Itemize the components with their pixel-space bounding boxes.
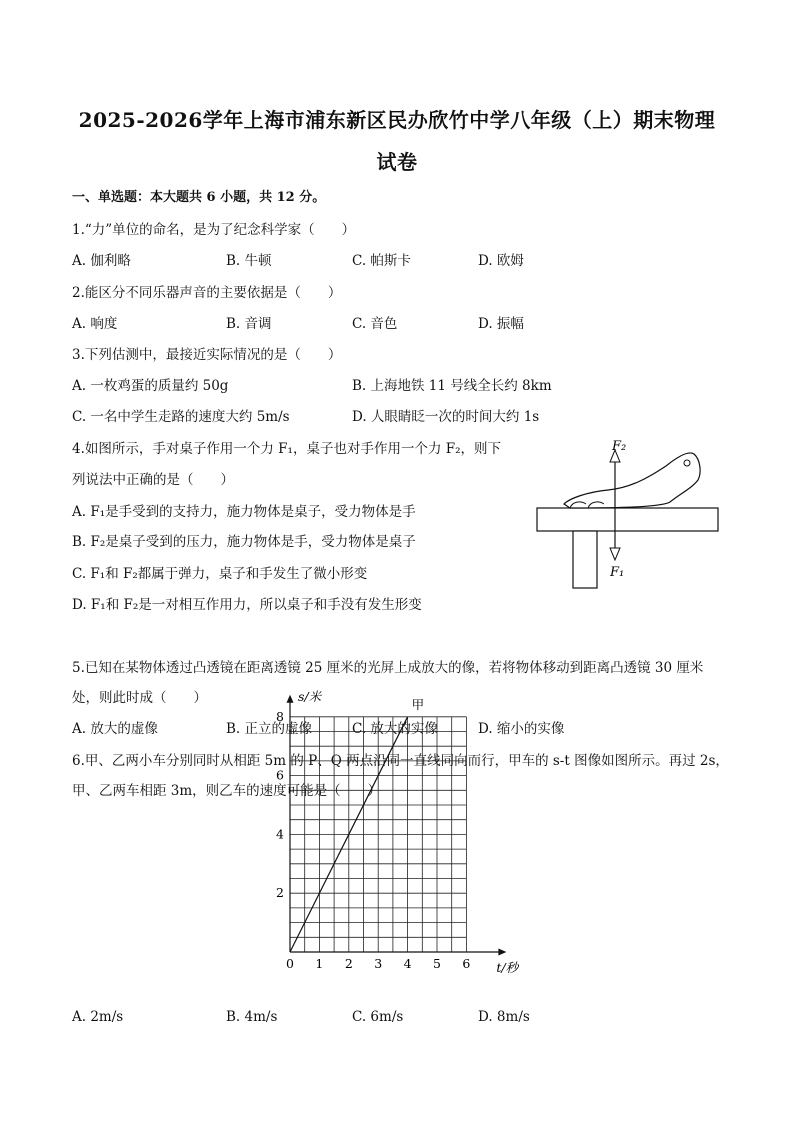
question-3-option-a: A. 一枚鸡蛋的质量约 50g	[72, 378, 229, 394]
hand-drawing	[564, 453, 700, 508]
question-6-option-b: B. 4m/s	[226, 1009, 278, 1025]
question-6-option-d: D. 8m/s	[478, 1009, 530, 1025]
x-axis-label: t/秒	[496, 960, 519, 975]
question-2-stem: 2.能区分不同乐器声音的主要依据是（ ）	[72, 285, 342, 301]
question-6-option-a: A. 2m/s	[72, 1009, 124, 1025]
question-1-option-a: A. 伽利略	[72, 253, 131, 269]
question-5-option-d: D. 缩小的实像	[478, 721, 565, 737]
question-2-option-c: C. 音色	[352, 316, 398, 332]
table-leg	[573, 531, 597, 588]
question-5-option-c: C. 放大的实像	[352, 721, 438, 737]
question-5-option-a: A. 放大的虚像	[72, 721, 158, 737]
question-3-stem: 3.下列估测中，最接近实际情况的是（ ）	[72, 347, 342, 363]
question-3-option-c: C. 一名中学生走路的速度大约 5m/s	[72, 409, 290, 425]
question-4-stem-line1: 4.如图所示，手对桌子作用一个力 F₁，桌子也对手作用一个力 F₂，则下	[72, 441, 502, 457]
hand-table-figure	[530, 432, 730, 594]
question-4-option-c: C. F₁和 F₂都属于弹力，桌子和手发生了微小形变	[72, 566, 368, 582]
question-5-stem-line2: 处，则此时成（ ）	[72, 690, 207, 706]
question-5-stem-line1: 5.已知在某物体透过凸透镜在距离透镜 25 厘米的光屏上成放大的像，若将物体移动到距离凸透镜 30 厘米	[72, 660, 704, 676]
question-3-option-d: D. 人眼睛眨一次的时间大约 1s	[352, 409, 540, 425]
x-tick-label: 6	[462, 956, 471, 971]
question-1-option-b: B. 牛顿	[226, 253, 272, 269]
x-tick-label: 5	[433, 956, 441, 971]
question-4-option-d: D. F₁和 F₂是一对相互作用力，所以桌子和手没有发生形变	[72, 597, 422, 613]
x-axis-arrow	[498, 949, 506, 956]
question-4-stem-line2: 列说法中正确的是（ ）	[72, 472, 234, 488]
x-tick-label: 3	[374, 956, 383, 971]
force-f1-arrowhead	[610, 548, 620, 560]
question-6-stem-line2: 甲、乙两车相距 3m，则乙车的速度可能是（ ）	[72, 783, 382, 799]
question-5-option-b: B. 正立的虚像	[226, 721, 313, 737]
x-tick-label: 4	[403, 956, 412, 971]
question-4-option-a: A. F₁是手受到的支持力，施力物体是桌子，受力物体是手	[72, 504, 416, 520]
y-tick-label: 2	[276, 885, 284, 901]
x-tick-label: 1	[315, 956, 324, 971]
y-tick-label: 4	[276, 826, 284, 842]
x-tick-label: 2	[344, 956, 353, 971]
y-axis-label: s/米	[298, 688, 322, 704]
question-1-option-c: C. 帕斯卡	[352, 253, 411, 269]
paper-title-line2: 试卷	[376, 150, 418, 174]
y-tick-label: 8	[276, 708, 284, 724]
section-header: 一、单选题：本大题共 6 小题，共 12 分。	[72, 190, 326, 205]
question-2-option-b: B. 音调	[226, 316, 272, 332]
question-6-option-c: C. 6m/s	[352, 1009, 404, 1025]
table-top	[537, 508, 718, 531]
series-label: 甲	[411, 696, 425, 712]
question-3-option-b: B. 上海地铁 11 号线全长约 8km	[352, 378, 552, 394]
question-1-stem: 1.“力”单位的命名，是为了纪念科学家（ ）	[72, 222, 356, 238]
y-tick-label: 6	[276, 767, 284, 783]
force-f2-label: F₂	[612, 439, 627, 454]
question-2-option-a: A. 响度	[72, 316, 118, 332]
y-axis-arrow	[287, 695, 294, 703]
question-1-option-d: D. 欧姆	[478, 253, 524, 269]
question-2-option-d: D. 振幅	[478, 316, 524, 332]
paper-title-line1: 2025-2026学年上海市浦东新区民办欣竹中学八年级（上）期末物理	[78, 108, 716, 132]
force-f1-label: F₁	[610, 565, 625, 580]
x-tick-label: 0	[286, 956, 294, 971]
question-4-option-b: B. F₂是桌子受到的压力，施力物体是手，受力物体是桌子	[72, 534, 416, 550]
question-6-stem-line1: 6.甲、乙两小车分别同时从相距 5m 的 P、Q 两点沿同一直线同向而行，甲车的 s-t 图像如图所示。再过 2s，	[72, 753, 729, 769]
